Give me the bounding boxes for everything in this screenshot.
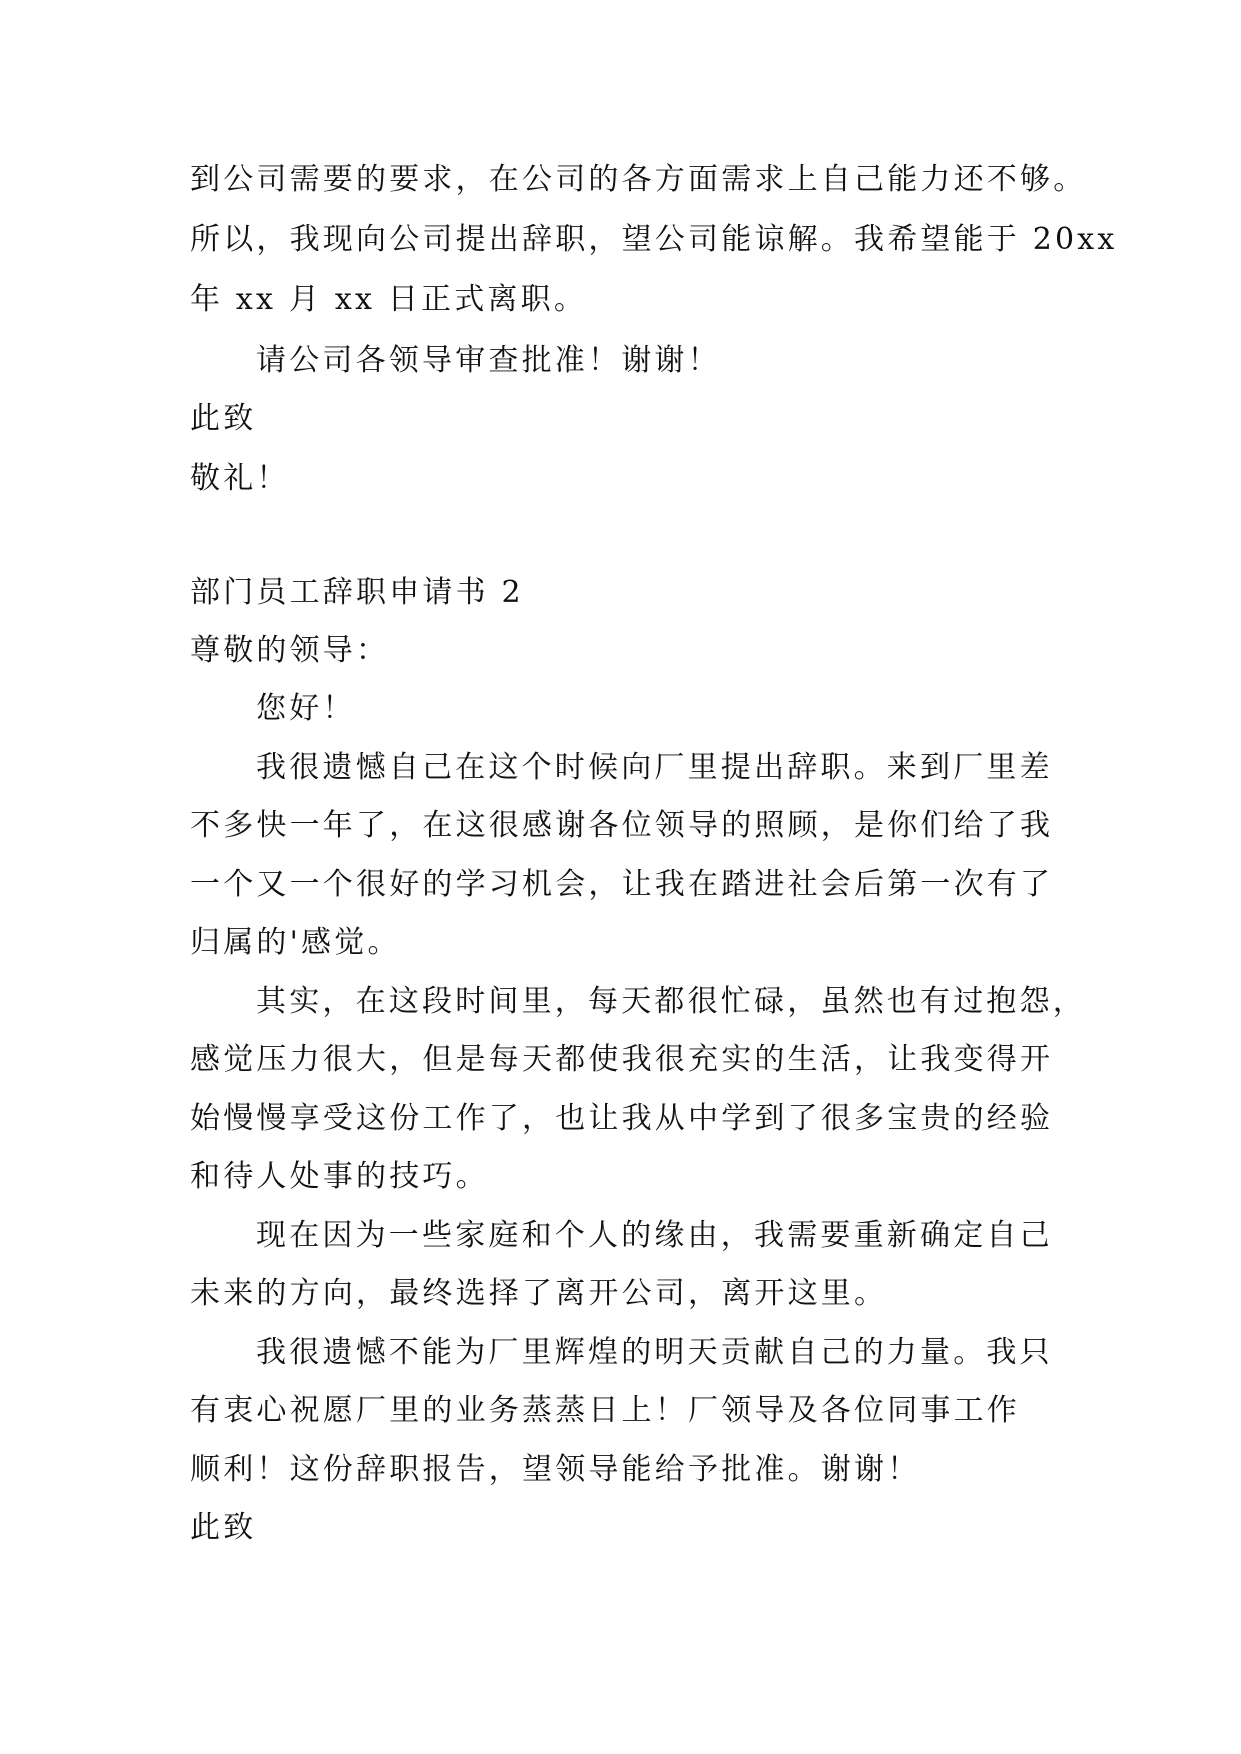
- letter1-line-2: 所以，我现向公司提出辞职，望公司能谅解。我希望能于 20xx: [190, 222, 1118, 257]
- letter1-line-1: 到公司需要的要求，在公司的各方面需求上自己能力还不够。: [190, 162, 1087, 197]
- paragraph-1-line-1: 我很遗憾自己在这个时候向厂里提出辞职。来到厂里差: [256, 750, 1053, 785]
- paragraph-1-line-4: 归属的'感觉。: [190, 925, 401, 960]
- paragraph-4-line-2: 有衷心祝愿厂里的业务蒸蒸日上！厂领导及各位同事工作: [190, 1393, 1020, 1428]
- paragraph-4-line-1: 我很遗憾不能为厂里辉煌的明天贡献自己的力量。我只: [256, 1335, 1053, 1370]
- letter2-greeting: 您好！: [256, 691, 356, 726]
- letter1-line-3: 年 xx 月 xx 日正式离职。: [190, 282, 588, 317]
- letter2-closing: 此致: [190, 1510, 257, 1545]
- paragraph-1-line-2: 不多快一年了，在这很感谢各位领导的照顾，是你们给了我: [190, 808, 1054, 843]
- paragraph-2-line-2: 感觉压力很大，但是每天都使我很充实的生活，让我变得开: [190, 1042, 1054, 1077]
- paragraph-2-line-3: 始慢慢享受这份工作了，也让我从中学到了很多宝贵的经验: [190, 1101, 1054, 1136]
- letter1-request: 请公司各领导审查批准！谢谢！: [256, 343, 721, 378]
- letter1-closing: 此致: [190, 401, 257, 436]
- paragraph-2-line-4: 和待人处事的技巧。: [190, 1159, 489, 1194]
- letter2-salutation: 尊敬的领导：: [190, 633, 390, 668]
- letter1-salute: 敬礼！: [190, 461, 290, 496]
- paragraph-3-line-1: 现在因为一些家庭和个人的缘由，我需要重新确定自己: [256, 1218, 1053, 1253]
- letter2-title: 部门员工辞职申请书 2: [190, 575, 524, 610]
- paragraph-1-line-3: 一个又一个很好的学习机会，让我在踏进社会后第一次有了: [190, 867, 1054, 902]
- paragraph-4-line-3: 顺利！这份辞职报告，望领导能给予批准。谢谢！: [190, 1452, 921, 1487]
- paragraph-3-line-2: 未来的方向，最终选择了离开公司，离开这里。: [190, 1276, 888, 1311]
- paragraph-2-line-1: 其实，在这段时间里，每天都很忙碌，虽然也有过抱怨，: [256, 984, 1086, 1019]
